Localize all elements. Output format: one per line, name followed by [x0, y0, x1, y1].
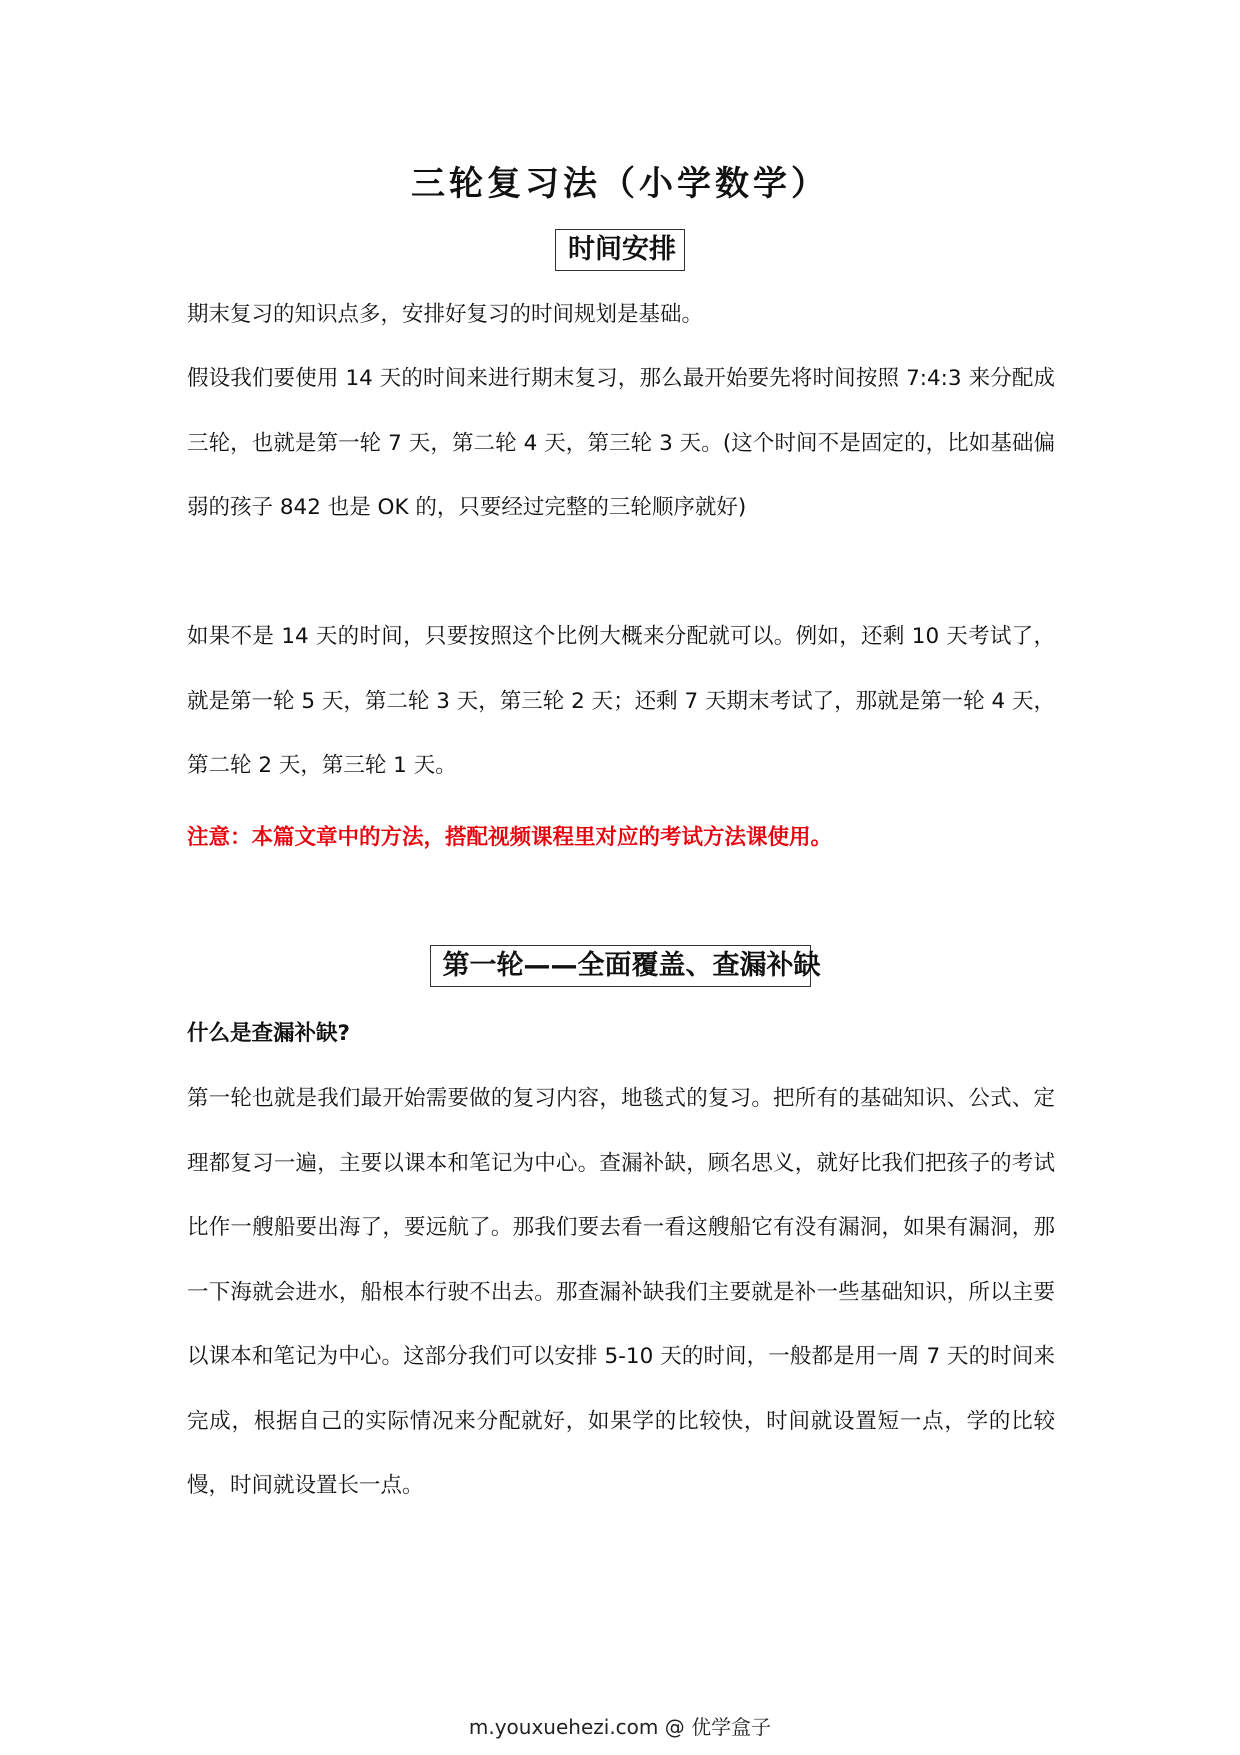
paragraph-intro: 期末复习的知识点多，安排好复习的时间规划是基础。 [187, 302, 704, 327]
note-text: 注意：本篇文章中的方法，搭配视频课程里对应的考试方法课使用。 [187, 825, 833, 850]
paragraph-schedule-example: 假设我们要使用 14 天的时间来进行期末复习，那么最开始要先将时间按照 7:4:3 来分配成三轮，也就是第一轮 7 天，第二轮 4 天，第三轮 3 天。(这个时间不是固定的，比如基础偏弱的孩子 842 也是 OK 的，只要经过完整的三轮顺序就好) [187, 366, 1055, 520]
footer-watermark: m.youxuehezi.com @ 优学盒子 [468, 1715, 772, 1739]
paragraph-round-one: 第一轮也就是我们最开始需要做的复习内容，地毯式的复习。把所有的基础知识、公式、定理都复习一遍，主要以课本和笔记为中心。查漏补缺，顾名思义，就好比我们把孩子的考试比作一艘船要出海了，要远航了。那我们要去看一看这艘船它有没有漏洞，如果有漏洞，那一下海就会进水，船根本行驶不出去。那查漏补缺我们主要就是补一些基础知识，所以主要以课本和笔记为中心。这部分我们可以安排 5-10 天的时间，一般都是用一周 7 天的时间来完成，根据自己的实际情况来分配就好，如果学的比较快，时间就设置短一点，学的比较慢，时间就设置长一点。 [187, 1086, 1055, 1498]
section-heading-time-plan: 时间安排 [555, 229, 685, 271]
subheading-question: 什么是查漏补缺? [187, 1021, 350, 1046]
page-title: 三轮复习法（小学数学） [411, 164, 829, 204]
paragraph-ratio-example: 如果不是 14 天的时间，只要按照这个比例大概来分配就可以。例如，还剩 10 天考试了，就是第一轮 5 天，第二轮 3 天，第三轮 2 天；还剩 7 天期末考试了，那就是第一轮 4 天，第二轮 2 天，第三轮 1 天。 [187, 624, 1055, 778]
section-heading-round-one: 第一轮——全面覆盖、查漏补缺 [430, 945, 811, 987]
